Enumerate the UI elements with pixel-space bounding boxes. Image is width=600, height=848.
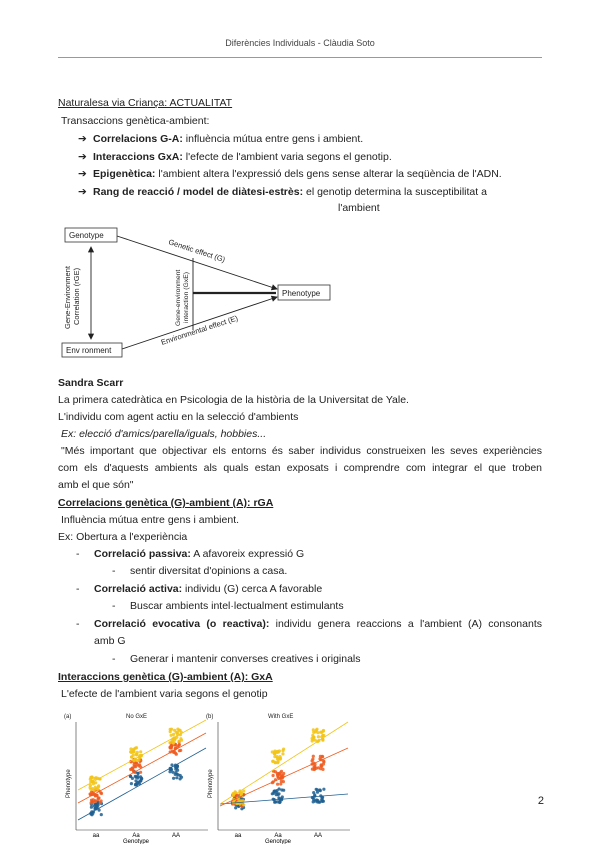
- scarr-quote-line: com els d'aquests ambients als quals estan exposats i comprendre com integrar el que troben: [58, 462, 542, 474]
- list-item-continuation: l'ambient: [338, 202, 380, 214]
- scatter-point: [277, 792, 280, 795]
- scatter-point: [139, 750, 142, 753]
- scatter-point: [272, 760, 275, 763]
- scatter-point: [175, 776, 178, 779]
- chart-with-gxe: [202, 708, 354, 844]
- scatter-point: [139, 780, 142, 783]
- list-item: Correlació evocativa (o reactiva): individu genera reaccions a l'ambient (A) consonants: [94, 618, 542, 630]
- scatter-point: [318, 788, 321, 791]
- scatter-point: [315, 788, 318, 791]
- scatter-point: [90, 799, 93, 802]
- header-divider: [58, 57, 542, 58]
- chart-panel-label: (a): [64, 714, 72, 720]
- scatter-point: [138, 763, 141, 766]
- list-item: Correlació activa: individu (G) cerca A favorable: [94, 583, 323, 595]
- section-intro: Transaccions genètica-ambient:: [61, 115, 210, 127]
- gxa-title: Interaccions genètica (G)-ambient (A): GxA: [58, 671, 273, 683]
- scatter-point: [130, 755, 133, 758]
- scatter-point: [321, 768, 324, 771]
- scatter-point: [172, 777, 175, 780]
- arrow-icon: ➔: [78, 186, 87, 198]
- scatter-point: [315, 767, 318, 770]
- list-item: -: [76, 618, 80, 630]
- scatter-point: [93, 788, 96, 791]
- environmental-effect-arrow: [122, 297, 277, 349]
- interaction-label-line2: interaction (GxE): [183, 272, 190, 323]
- genetic-effect-arrow: [117, 236, 277, 289]
- scatter-point: [279, 782, 282, 785]
- x-axis-label: Genotype: [264, 839, 292, 844]
- scatter-point: [168, 741, 171, 744]
- x-tick-label: aa: [92, 833, 100, 839]
- rga-title: Correlacions genètica (G)-ambient (A): rGA: [58, 497, 274, 509]
- sub-item-dash: -: [112, 565, 116, 577]
- arrow-icon: ➔: [78, 133, 87, 145]
- scatter-point: [313, 795, 316, 798]
- scatter-point: [134, 776, 137, 779]
- scatter-point: [169, 728, 172, 731]
- x-tick-label: AA: [171, 833, 181, 839]
- scatter-point: [170, 734, 173, 737]
- scarr-quote-line: amb el que són": [58, 479, 134, 491]
- scatter-point: [136, 751, 139, 754]
- scarr-line: L'individu com agent actiu en la selecció d'ambients: [58, 411, 299, 423]
- scatter-point: [93, 777, 96, 780]
- scatter-point: [134, 783, 137, 786]
- page-header: Diferències Individuals - Clàudia Soto: [225, 38, 375, 48]
- chart-title: No GxE: [126, 714, 148, 720]
- scatter-point: [129, 750, 132, 753]
- scatter-point: [100, 799, 103, 802]
- scatter-point: [130, 782, 133, 785]
- scatter-point: [100, 813, 103, 816]
- list-item: ➔ Interaccions GxA: l'efecte de l'ambient varia segons el genotip.: [78, 151, 392, 163]
- scarr-line: La primera catedràtica en Psicologia de la història de la Universitat de Yale.: [58, 394, 409, 406]
- scatter-point: [90, 806, 93, 809]
- scatter-point: [232, 801, 235, 804]
- scatter-point: [176, 765, 179, 768]
- scatter-point: [95, 794, 98, 797]
- data-points: [89, 728, 184, 817]
- scatter-point: [312, 755, 315, 758]
- scatter-point: [320, 765, 323, 768]
- correlation-label-line1: Gene-Environment: [63, 266, 72, 329]
- scatter-point: [312, 731, 315, 734]
- scatter-point: [322, 729, 325, 732]
- scatter-point: [174, 771, 177, 774]
- scatter-point: [234, 806, 237, 809]
- environment-label: Env ronment: [66, 346, 112, 355]
- scatter-point: [135, 746, 138, 749]
- correlation-label-line2: Correlation (rGE): [72, 267, 81, 325]
- scatter-point: [137, 758, 140, 761]
- sub-item: Buscar ambients intel·lectualment estimulants: [130, 600, 344, 612]
- scatter-point: [169, 746, 172, 749]
- genetic-effect-label: Genetic effect (G): [167, 237, 227, 265]
- y-axis-label: Phenotype: [208, 769, 214, 798]
- arrow-icon: ➔: [78, 151, 87, 163]
- scarr-quote-line: "Més important que objectivar els entorns és saber individus construeixen les seves experiències: [61, 445, 542, 457]
- scatter-point: [176, 728, 179, 731]
- rga-line: Ex: Obertura a l'experiència: [58, 531, 188, 543]
- interaction-label-line1: Gene-environment: [175, 269, 182, 326]
- gxa-line: L'efecte de l'ambient varia segons el genotip: [61, 688, 268, 700]
- scatter-point: [174, 752, 177, 755]
- scatter-point: [316, 791, 319, 794]
- scatter-point: [177, 744, 180, 747]
- scatter-point: [276, 783, 279, 786]
- scatter-point: [97, 798, 100, 801]
- scarr-example: Ex: elecció d'amics/parella/iguals, hobbies...: [61, 428, 267, 440]
- scarr-title: Sandra Scarr: [58, 377, 124, 389]
- scatter-point: [96, 805, 99, 808]
- x-tick-label: Aa: [274, 833, 282, 839]
- gene-environment-diagram: [58, 222, 348, 362]
- scatter-point: [321, 755, 324, 758]
- scatter-point: [139, 771, 142, 774]
- scatter-point: [97, 784, 100, 787]
- scatter-point: [273, 750, 276, 753]
- scatter-point: [89, 792, 92, 795]
- arrow-icon: ➔: [78, 168, 87, 180]
- scatter-point: [280, 788, 283, 791]
- scatter-point: [281, 795, 284, 798]
- list-item-continuation: amb G: [94, 635, 126, 647]
- scatter-point: [311, 759, 314, 762]
- scatter-point: [177, 773, 180, 776]
- sub-item-dash: -: [112, 653, 116, 665]
- list-item: Correlació passiva: A afavoreix expressió G: [94, 548, 305, 560]
- sub-item: sentir diversitat d'opinions a casa.: [130, 565, 288, 577]
- scatter-point: [311, 739, 314, 742]
- list-item: -: [76, 548, 80, 560]
- scatter-point: [317, 731, 320, 734]
- rga-line: Influència mútua entre gens i ambient.: [61, 514, 240, 526]
- scatter-point: [179, 777, 182, 780]
- scatter-point: [276, 757, 279, 760]
- scatter-point: [281, 752, 284, 755]
- x-tick-label: aa: [234, 833, 242, 839]
- scatter-point: [282, 780, 285, 783]
- x-axis-label: Genotype: [122, 839, 150, 844]
- y-axis-label: Phenotype: [66, 769, 72, 798]
- scatter-point: [317, 735, 320, 738]
- scatter-point: [274, 770, 277, 773]
- page-number: 2: [537, 795, 544, 807]
- scatter-point: [322, 788, 325, 791]
- list-item: ➔ Rang de reacció / model de diàtesi-estrès: el genotip determina la susceptibilitat a: [78, 186, 487, 198]
- scatter-point: [131, 766, 134, 769]
- scatter-point: [282, 748, 285, 751]
- fit-line: [78, 733, 206, 803]
- sub-item: Generar i mantenir converses creatives i originals: [130, 653, 361, 665]
- chart-title: With GxE: [268, 714, 294, 720]
- scatter-point: [277, 760, 280, 763]
- environmental-effect-label: Environmental effect (E): [159, 313, 240, 347]
- scatter-point: [90, 801, 93, 804]
- genotype-label: Genotype: [69, 231, 104, 240]
- scatter-point: [89, 788, 92, 791]
- scatter-point: [316, 800, 319, 803]
- phenotype-label: Phenotype: [282, 289, 321, 298]
- fit-line: [78, 748, 206, 820]
- scatter-point: [140, 777, 143, 780]
- list-item: -: [76, 583, 80, 595]
- scatter-point: [280, 770, 283, 773]
- sub-item-dash: -: [112, 600, 116, 612]
- scatter-point: [272, 774, 275, 777]
- x-tick-label: AA: [313, 833, 323, 839]
- scatter-point: [320, 798, 323, 801]
- x-tick-label: Aa: [132, 833, 140, 839]
- scatter-point: [94, 800, 97, 803]
- data-points: [231, 728, 326, 811]
- scatter-point: [89, 776, 92, 779]
- scatter-point: [242, 803, 245, 806]
- scatter-point: [172, 741, 175, 744]
- scatter-point: [178, 749, 181, 752]
- list-item: ➔ Correlacions G-A: influència mútua entre gens i ambient.: [78, 133, 364, 145]
- scatter-point: [279, 800, 282, 803]
- scatter-point: [315, 728, 318, 731]
- fit-line: [220, 748, 348, 806]
- scatter-point: [272, 792, 275, 795]
- chart-no-gxe: [60, 708, 212, 844]
- scatter-point: [277, 750, 280, 753]
- list-item: ➔ Epigenètica: l'ambient altera l'expressió dels gens sense alterar la seqüència de l'ADN.: [78, 168, 502, 180]
- scatter-point: [177, 740, 180, 743]
- chart-panel-label: (b): [206, 714, 214, 720]
- section-title-actualitat: Naturalesa via Criança: ACTUALITAT: [58, 97, 233, 109]
